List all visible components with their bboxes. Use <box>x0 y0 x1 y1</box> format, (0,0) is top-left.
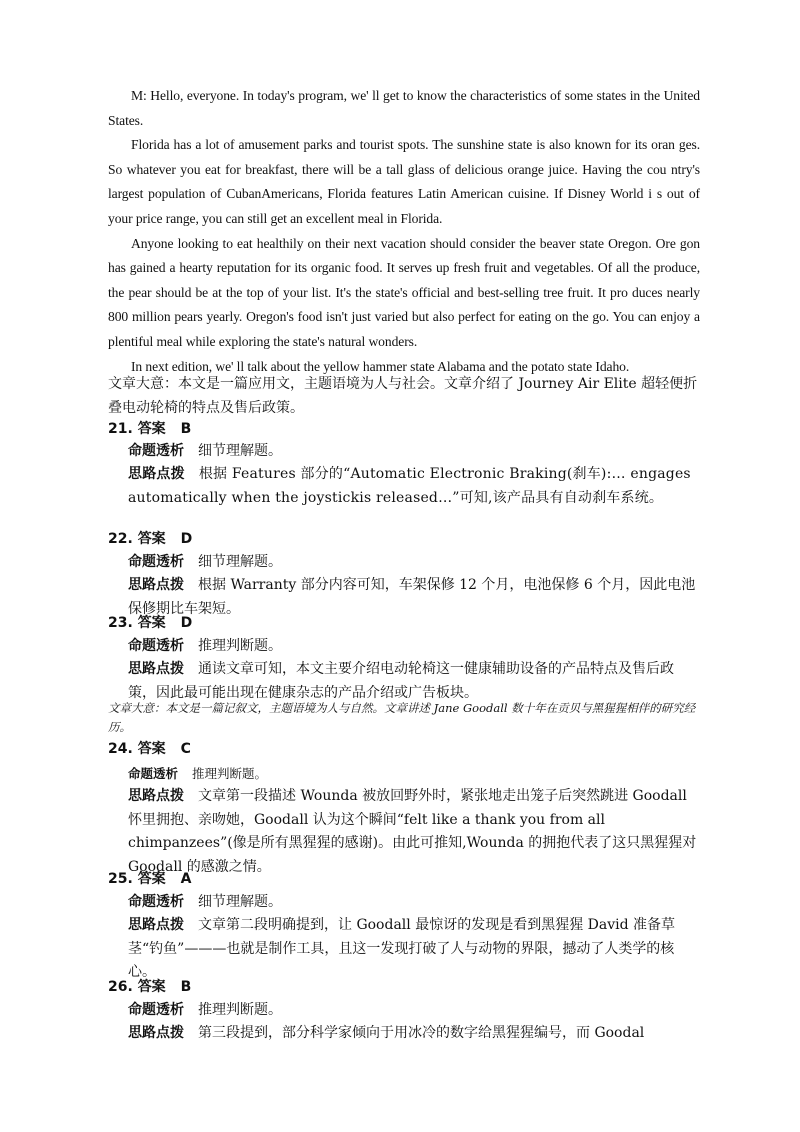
hint-text: 文章第二段明确提到，让 Goodall 最惊讶的发现是看到黑猩猩 David 准备草茎“钓鱼”———也就是制作工具，且这一发现打破了人与动物的界限，撼动了人类学的核心。 <box>128 917 676 980</box>
question-answer-25 <box>108 868 191 890</box>
hint-label: 思路点拨 <box>128 1025 184 1041</box>
answer-label: 答案 <box>137 741 166 757</box>
hint-label: 思路点拨 <box>128 917 184 933</box>
question-answer-26 <box>108 976 191 998</box>
hint-row <box>128 658 700 705</box>
question-answer-21 <box>108 418 191 440</box>
analysis-row <box>128 762 700 787</box>
hint-label: 思路点拨 <box>128 661 184 677</box>
hint-row <box>128 463 700 510</box>
question-answer-23 <box>108 612 192 634</box>
analysis-row <box>128 635 700 659</box>
analysis-label: 命题透析 <box>128 638 184 654</box>
question-number: 22. <box>108 531 133 547</box>
hint-row <box>128 574 700 621</box>
analysis-text: 推理判断题。 <box>192 766 268 781</box>
answer-letter: C <box>180 741 191 757</box>
answer-letter: D <box>180 615 193 631</box>
answer-letter: B <box>180 421 192 437</box>
answer-letter: A <box>180 871 192 887</box>
answer-label: 答案 <box>137 421 166 437</box>
question-number: 24. <box>108 741 133 757</box>
question-number: 21. <box>108 421 133 437</box>
answer-label: 答案 <box>137 871 166 887</box>
hint-text: 根据 Warranty 部分内容可知，车架保修 12 个月，电池保修 6 个月，因此电池保修期比车架短。 <box>128 577 696 617</box>
hint-text: 通读文章可知，本文主要介绍电动轮椅这一健康辅助设备的产品特点及售后政策，因此最可能出现在健康杂志的产品介绍或广告板块。 <box>128 661 674 701</box>
passage-summary-text: 文章大意：本文是一篇应用文，主题语境为人与社会。文章介绍了 Journey Air Elite 超轻便折叠电动轮椅的特点及售后政策。 <box>108 376 698 416</box>
transcript-paragraph: M: Hello, everyone. In today's program, we' ll get to know the characteristics of some states in the United States. <box>108 88 700 128</box>
question-number: 23. <box>108 615 133 631</box>
analysis-text: 细节理解题。 <box>198 443 282 459</box>
answer-label: 答案 <box>137 979 166 995</box>
analysis-label: 命题透析 <box>128 1002 184 1018</box>
passage-summary <box>108 699 700 736</box>
analysis-row <box>128 891 700 915</box>
analysis-label: 命题透析 <box>128 443 184 459</box>
question-number: 25. <box>108 871 133 887</box>
analysis-label: 命题透析 <box>128 766 179 781</box>
analysis-text: 推理判断题。 <box>198 638 282 654</box>
hint-text: 根据 Features 部分的“Automatic Electronic Braking(刹车):… engages automatically when the joystickis released…”可知,该产品具有自动刹车系统。 <box>128 466 691 506</box>
answer-label: 答案 <box>137 615 166 631</box>
hint-label: 思路点拨 <box>128 788 184 804</box>
hint-label: 思路点拨 <box>128 466 185 482</box>
analysis-label: 命题透析 <box>128 894 184 910</box>
passage-summary-text: 文章大意：本文是一篇记叙文，主题语境为人与自然。文章讲述 Jane Goodall 数十年在贡贝与黑猩猩相伴的研究经历。 <box>108 701 696 734</box>
hint-row <box>128 1022 700 1046</box>
analysis-text: 推理判断题。 <box>198 1002 282 1018</box>
passage-summary <box>108 373 700 420</box>
analysis-row <box>128 551 700 575</box>
analysis-label: 命题透析 <box>128 554 184 570</box>
analysis-text: 细节理解题。 <box>198 554 282 570</box>
question-number: 26. <box>108 979 133 995</box>
transcript-paragraph: Florida has a lot of amusement parks and tourist spots. The sunshine state is also known for its oran ges. So whatever you eat for breakfast, there will be a tall glass of delicious orange juice. Having the cou ntry's largest population of CubanAmericans, Florida features Latin American cuisine. If Disney World i s out of your price range, you can still get an excellent meal in Florida. <box>108 137 700 226</box>
hint-label: 思路点拨 <box>128 577 184 593</box>
hint-row <box>128 914 700 985</box>
analysis-row <box>128 440 700 464</box>
analysis-text: 细节理解题。 <box>198 894 282 910</box>
hint-text: 文章第一段描述 Wounda 被放回野外时，紧张地走出笼子后突然跳进 Goodall 怀里拥抱、亲吻她，Goodall 认为这个瞬间“felt like a thank you from all chimpanzees”(像是所有黑猩猩的感谢)。由此可推知,Wounda 的拥抱代表了这只黑猩猩对 Goodall 的感激之情。 <box>128 788 697 875</box>
question-answer-22 <box>108 528 192 550</box>
question-answer-24 <box>108 738 191 760</box>
answer-letter: D <box>180 531 193 547</box>
hint-text: 第三段提到，部分科学家倾向于用冰冷的数字给黑猩猩编号，而 Goodal <box>198 1025 645 1041</box>
answer-label: 答案 <box>137 531 166 547</box>
answer-letter: B <box>180 979 192 995</box>
analysis-row <box>128 999 700 1023</box>
transcript-paragraph: In next edition, we' ll talk about the yellow hammer state Alabama and the potato state Idaho. <box>131 358 630 374</box>
listening-transcript <box>108 84 700 379</box>
hint-row <box>128 785 700 879</box>
transcript-paragraph: Anyone looking to eat healthily on their next vacation should consider the beaver state Oregon. Ore gon has gained a hearty reputation for its organic food. It serves up fresh fruit and vegetables. Of all the produce, the pear should be at the top of your list. It's the state's official and best-selling tree fruit. It pro duces nearly 800 million pears yearly. Oregon's food isn't just varied but also perfect for eating on the go. You can enjoy a plentiful meal while exploring the state's natural wonders. <box>108 235 700 349</box>
